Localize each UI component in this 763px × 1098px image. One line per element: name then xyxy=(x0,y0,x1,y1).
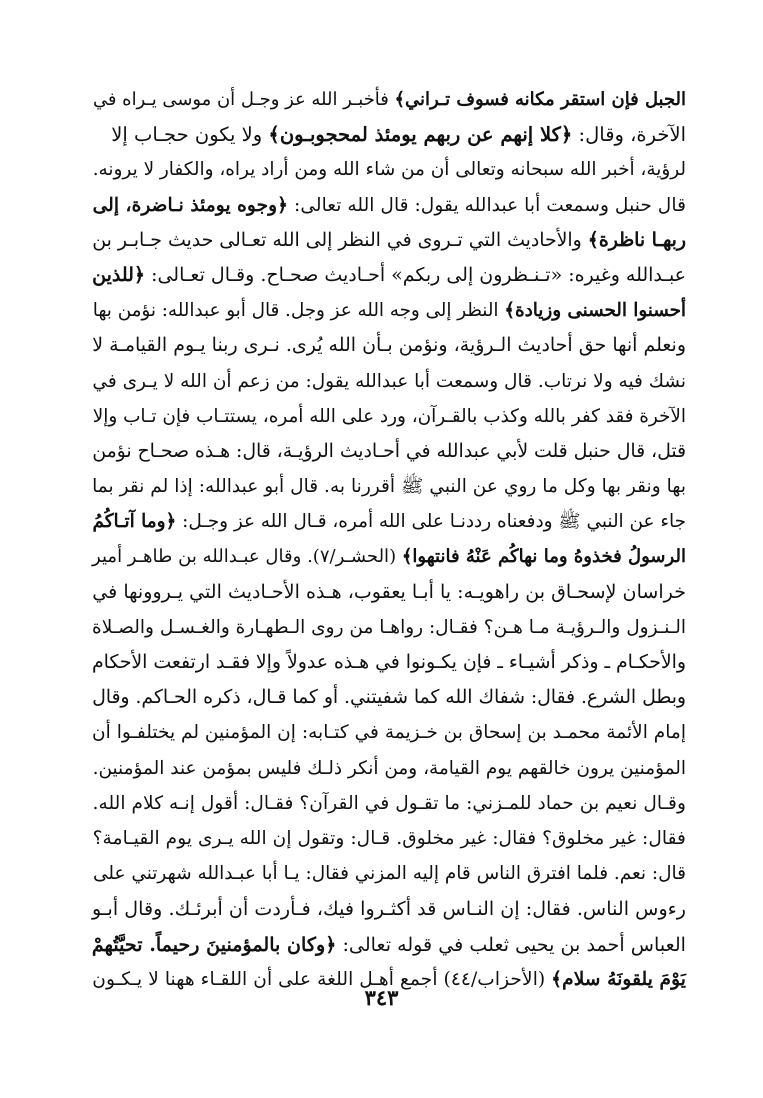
text-segment: نشك فيه ولا نرتاب. قال وسمعت أبا عبدالله يقول: من زعم أن الله لا يـرى في xyxy=(92,370,686,392)
text-line xyxy=(92,258,686,293)
text-line xyxy=(92,715,686,750)
quran-quote: ﴿كلا إنهم عن ربهم يومئذ لمحجوبـون﴾ xyxy=(268,123,573,147)
text-segment: (الأحزاب/٤٤) أجمع أهـل اللغة على أن اللقـاء ههنا لا يـكـون xyxy=(92,968,552,990)
text-line xyxy=(92,645,686,680)
text-line xyxy=(92,399,686,434)
text-line xyxy=(92,856,686,891)
text-segment: قال حنبل وسمعت أبا عبدالله يقول: قال الله تعالى: xyxy=(288,194,686,216)
text-segment: العباس أحمد بن يحيى ثعلب في قوله تعالى: xyxy=(336,932,686,956)
text-segment: النظر إلى وجه الله عز وجل. قال أبو عبدالله: نؤمن بها xyxy=(92,300,505,322)
text-segment: ولا يكون حجـاب إلا xyxy=(111,123,269,147)
text-segment: وبطل الشرع. فقال: شفاك الله كما شفيتني. أو كما قـال، ذكره الحـاكم. وقال xyxy=(92,687,686,709)
quran-quote: ﴿للذين xyxy=(92,263,146,286)
text-segment: والأحكـام ـ وذكر أشيـاء ـ فإن يكـونوا في هـذه عدولاً وإلا فقـد ارتفعت الأحكام xyxy=(92,652,686,673)
text-segment: وقـال نعيم بن حماد للمـزني: ما تقـول في القرآن؟ فقـال: أقول إنـه كلام الله. xyxy=(92,792,686,814)
quran-quote: ﴿وكان بالمؤمنينَ رحيماً. تحيَّتُهمْ xyxy=(91,932,337,956)
text-segment: المؤمنين يرون خالقهم يوم القيامة، ومن أنكر ذلـك فليس بمؤمن عند المؤمنين. xyxy=(92,757,686,779)
text-line xyxy=(92,82,686,117)
text-segment: الآخرة فقد كفر بالله وكذب بالقـرآن، ورد على الله أمره، يستتـاب فإن تـاب وإلا xyxy=(92,405,686,427)
text-line xyxy=(92,680,686,715)
text-segment: خراسان لإسحـاق بن راهويـه: يا أبـا يعقوب، هـذه الأحـاديث التي يـروونها في xyxy=(92,580,686,603)
text-segment: بها ونقر بها وكل ما روي عن النبي ﷺ أقررنا به. قال أبو عبدالله: إذا لم نقر بما xyxy=(92,476,686,498)
body-text xyxy=(92,82,686,997)
text-segment: إمام الأئمة محمـد بن إسحاق بن خـزيمة في كتـابه: إن المؤمنين لم يختلفـوا أن xyxy=(92,722,686,744)
text-segment: قال: نعم. فلما افترق الناس قام إليه المزني فقال: يـا أبا عبـدالله شهرتني على xyxy=(92,863,686,885)
text-segment: رءوس الناس. فقال: إن النـاس قد أكثـروا فيك، فـأردت أن أبرئـك. وقال أبـو xyxy=(92,897,686,921)
text-line xyxy=(92,328,686,363)
quran-quote: ربهـا ناظرة﴾ xyxy=(587,228,686,251)
text-line xyxy=(92,539,686,574)
text-segment: فقال: غير مخلوق؟ فقال: غير مخلوق. قـال: وتقول إن الله يـرى يوم القيـامة؟ xyxy=(92,827,686,849)
text-line xyxy=(92,891,686,926)
text-segment: والأحاديث التي تـروى في النظر إلى الله تعـالى حديث جـابـر بن xyxy=(92,228,588,251)
quran-quote: ﴿وجوه يومئذ نـاضرة، إلى xyxy=(92,193,289,216)
quran-quote: يَوْمَ يلقونَهُ سلام﴾ xyxy=(551,967,686,990)
quran-quote: الجبل فإن استقر مكانه فسوف تـراني﴾ xyxy=(394,89,686,110)
text-line xyxy=(92,751,686,786)
text-segment: لرؤية، أخبر الله سبحانه وتعالى أن من شاء الله ومن أراد يراه، والكفار لا يرونه. xyxy=(92,159,686,181)
text-line xyxy=(92,927,686,962)
text-line xyxy=(92,364,686,399)
text-segment: عبـدالله وغيره: «تـنـظرون إلى ربكم» أحـاديث صحـاح. وقـال تعـالى: xyxy=(145,263,686,286)
text-line xyxy=(92,434,686,469)
text-line xyxy=(92,152,686,187)
page-number: ٣٤٣ xyxy=(364,985,399,1010)
text-line xyxy=(92,223,686,258)
text-segment: الآخرة، وقال: xyxy=(572,123,686,147)
quran-quote: أحسنوا الحسنى وزيادة﴾ xyxy=(504,300,686,322)
text-segment: قتل، قال حنبل قلت لأبي عبدالله في أحـاديث الرؤيـة، قال: هـذه صحـاح نؤمن xyxy=(92,440,686,462)
text-line xyxy=(92,293,686,328)
text-line xyxy=(92,786,686,821)
text-line xyxy=(92,117,686,152)
text-segment: (الحشـر/٧). وقال عبـدالله بن طاهـر أمير xyxy=(92,546,402,568)
text-line xyxy=(92,504,686,539)
text-line xyxy=(92,575,686,610)
text-segment: الـنـزول والـرؤيـة مـا هـن؟ فقـال: رواهـا من روى الـطهـارة والغـسـل والصـلاة xyxy=(92,616,686,638)
text-line xyxy=(92,821,686,856)
quran-quote: الرسولُ فخذوهُ وما نهاكُم عَنْهُ فانتهوا﴾ xyxy=(401,546,686,568)
text-line xyxy=(92,469,686,504)
text-segment: فأخبـر الله عز وجـل أن موسى يـراه في xyxy=(92,89,395,110)
text-line xyxy=(92,188,686,223)
text-segment: جاء عن النبي ﷺ ودفعناه رددنـا على الله أمره، قـال الله عز وجـل: xyxy=(176,511,686,533)
quran-quote: ﴿وما آتـاكُمُ xyxy=(92,511,177,533)
text-line xyxy=(92,610,686,645)
text-segment: ونعلم أنها حق أحاديث الـرؤية، ونؤمن بـأن الله يُرى. نـرى ربنا يـوم القيامـة لا xyxy=(92,334,686,357)
